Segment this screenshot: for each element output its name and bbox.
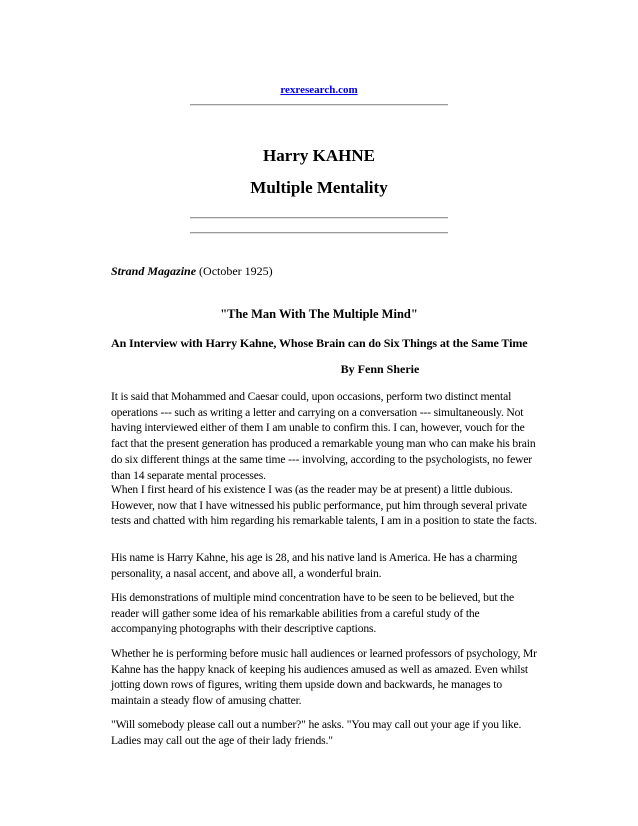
paragraph-4: His demonstrations of multiple mind concentration have to be seen to be believed, but the reader will gather some idea of his remarkable abilities from a careful study of the accompanying photographs with their descriptive captions. (111, 591, 514, 636)
divider-middle (190, 217, 448, 219)
site-link[interactable]: rexresearch.com (280, 84, 358, 96)
magazine-name: Strand Magazine (111, 264, 197, 278)
publication-date: (October 1925) (199, 264, 273, 278)
source-citation (111, 264, 273, 279)
paragraph-3: His name is Harry Kahne, his age is 28, and his native land is America. He has a charming personality, a nasal accent, and above all, a wonderful brain. (111, 551, 518, 580)
paragraph-1: It is said that Mohammed and Caesar could, upon occasions, perform two distinct mental operations --- such as writing a letter and carrying on a conversation --- simultaneously. Not having interviewed either of them I am unable to confirm this. I can, however, vouch for the fact that the present generation has produced a remarkable young man who can make his brain do six different things at the same time --- involving, according to the psychologists, no fewer than 14 separate mental processes. (111, 390, 536, 482)
article-headline: "The Man With The Multiple Mind" (220, 307, 418, 321)
article-subheadline: An Interview with Harry Kahne, Whose Brain can do Six Things at the Same Time (111, 336, 528, 350)
paragraph-5: Whether he is performing before music hall audiences or learned professors of psychology, Mr Kahne has the happy knack of keeping his audiences amused as well as amazed. Even whilst jotting down rows of figures, writing them upside down and backwards, he manages to maintain a steady flow of amusing chatter. (111, 647, 537, 708)
page-title: Harry KAHNE (263, 146, 375, 165)
divider-top (190, 104, 448, 106)
page-subtitle: Multiple Mentality (250, 178, 388, 197)
paragraph-2: When I first heard of his existence I was (as the reader may be at present) a little dubious. However, now that I have witnessed his public performance, put him through several private tests and chatted with him regarding his remarkable talents, I am in a position to state the facts. (111, 483, 537, 528)
divider-bottom (190, 232, 448, 234)
paragraph-6: "Will somebody please call out a number?" he asks. "You may call out your age if you like. Ladies may call out the age of their lady friends." (111, 718, 522, 747)
article-author: By Fenn Sherie (340, 362, 420, 376)
